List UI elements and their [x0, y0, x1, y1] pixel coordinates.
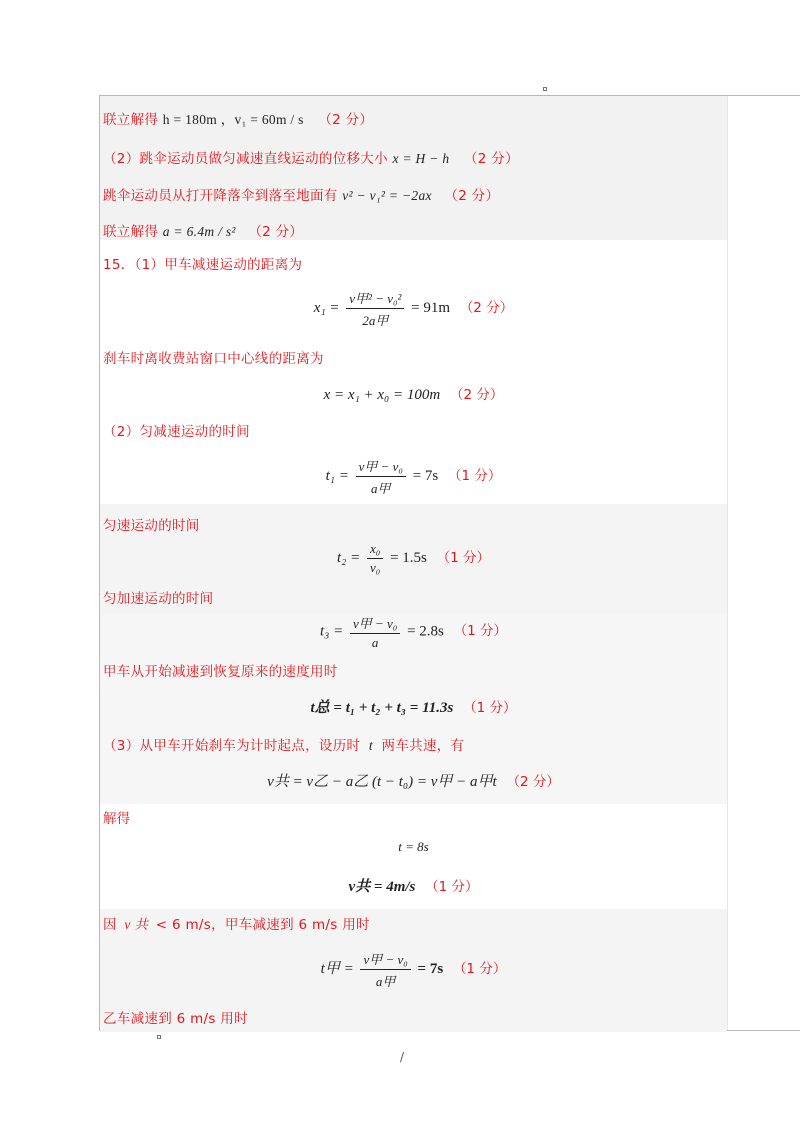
corner-mark-top — [543, 87, 547, 91]
eq1-rhs: = 91m — [411, 299, 451, 316]
eq7-score: （2 分） — [506, 774, 560, 790]
eq10-numerator: v甲 − v₀ — [360, 949, 410, 970]
answer-table-frame — [99, 95, 800, 1031]
solution-line-6 — [103, 347, 324, 367]
eq2-body: x = x₁ + x₀ = 100m — [323, 387, 441, 403]
solution-line-9 — [103, 587, 213, 607]
solution-line-2 — [103, 147, 519, 167]
line-4-text: 联立解得 — [103, 224, 159, 240]
line-6-text: 刹车时离收费站窗口中心线的距离为 — [103, 351, 324, 367]
eq1-fraction — [346, 288, 404, 329]
eq5-fraction — [350, 613, 400, 651]
equation-1 — [100, 288, 727, 329]
eq10-lhs: t甲 = — [320, 960, 354, 977]
line-7-text: （2）匀减速运动的时间 — [103, 424, 250, 440]
eq4-numerator: x₀ — [367, 541, 383, 559]
solution-line-1 — [103, 108, 373, 128]
eq10-fraction — [360, 949, 410, 990]
solution-line-4 — [103, 220, 303, 240]
line-13-tail: < 6 m/s，甲车减速到 6 m/s 用时 — [155, 917, 370, 933]
solution-line-13 — [103, 913, 370, 933]
solution-line-5 — [103, 253, 302, 273]
line-10-text: 甲车从开始减速到恢复原来的速度用时 — [103, 664, 338, 680]
equation-6 — [100, 696, 727, 717]
solution-line-12 — [103, 807, 131, 827]
eq6-body: t总 = t₁ + t₂ + t₃ = 11.3s — [310, 700, 454, 716]
eq7-body: v共 = v乙 − a乙 (t − t₀) = v甲 − a甲t — [267, 774, 497, 790]
eq4-rhs: = 1.5s — [390, 549, 427, 566]
line-9-text: 匀加速运动的时间 — [103, 591, 214, 607]
eq4-fraction — [367, 541, 383, 576]
line-12-text: 解得 — [103, 811, 131, 827]
solution-line-7 — [103, 420, 250, 440]
eq10-denominator: a甲 — [375, 974, 396, 989]
line-14-text: 乙车减速到 6 m/s 用时 — [103, 1011, 248, 1027]
eq1-score: （2 分） — [459, 299, 514, 316]
equation-8 — [100, 839, 727, 856]
line-2-text: （2）跳伞运动员做匀减速直线运动的位移大小 — [103, 151, 388, 167]
line-3-score: （2 分） — [444, 188, 500, 204]
line-13-math: v 共 — [124, 917, 149, 932]
line-4-math: a = 6.4m / s² — [162, 224, 236, 239]
eq3-score: （1 分） — [448, 467, 502, 484]
right-column — [727, 96, 800, 1030]
eq4-denominator: v₀ — [370, 560, 381, 575]
line-11-math: t — [368, 738, 373, 753]
eq8-body: t = 8s — [398, 839, 429, 854]
eq3-denominator: a甲 — [371, 481, 391, 496]
line-1-score: （2 分） — [318, 112, 374, 128]
solution-line-11 — [103, 734, 464, 754]
solution-line-8 — [103, 514, 200, 534]
equation-9 — [100, 875, 727, 896]
solution-line-3 — [103, 184, 499, 204]
line-2-math: x = H − h — [392, 151, 450, 166]
line-13-text: 因 — [103, 917, 117, 933]
eq2-score: （2 分） — [449, 387, 504, 403]
equation-3 — [100, 456, 727, 497]
eq6-score: （1 分） — [463, 700, 517, 716]
line-1-math: h = 180m ，v₁ = 60m / s — [162, 112, 304, 127]
solution-line-10 — [103, 660, 338, 680]
equation-10 — [100, 949, 727, 990]
line-5-text: 15．（1）甲车减速运动的距离为 — [103, 257, 303, 273]
eq10-score: （1 分） — [452, 960, 507, 977]
equation-4 — [100, 541, 727, 576]
line-3-math: v² − v₁² = −2ax — [342, 188, 432, 203]
eq5-numerator: v甲 − v₀ — [350, 613, 400, 634]
line-3-text: 跳伞运动员从打开降落伞到落至地面有 — [103, 188, 338, 204]
eq5-rhs: = 2.8s — [407, 623, 444, 640]
equation-7 — [100, 770, 727, 791]
eq5-score: （1 分） — [453, 623, 508, 640]
page-mark: / — [400, 1050, 405, 1064]
line-11-tail: 两车共速，有 — [381, 738, 465, 754]
solution-line-14 — [103, 1007, 248, 1027]
eq5-lhs: t₃ = — [319, 623, 344, 640]
eq9-score: （1 分） — [425, 879, 479, 895]
eq9-body: v共 = 4m/s — [348, 879, 416, 895]
line-11-text: （3）从甲车开始刹车为计时起点，设历时 — [103, 738, 361, 754]
eq1-numerator: v甲² − v₀² — [346, 288, 404, 309]
eq4-lhs: t₂ = — [337, 549, 361, 566]
equation-5 — [100, 613, 727, 651]
line-4-score: （2 分） — [248, 224, 304, 240]
eq4-score: （1 分） — [436, 549, 490, 566]
eq3-numerator: v甲 − v₀ — [356, 456, 406, 477]
line-8-text: 匀速运动的时间 — [103, 518, 200, 534]
eq5-denominator: a — [371, 635, 379, 650]
eq1-lhs: x₁ = — [313, 299, 340, 316]
eq3-fraction — [356, 456, 406, 497]
equation-2 — [100, 383, 727, 404]
corner-mark-bottom — [157, 1035, 161, 1039]
eq3-lhs: t₁ = — [325, 467, 349, 484]
eq1-denominator: 2a甲 — [362, 313, 389, 328]
eq10-rhs: = 7s — [417, 960, 444, 977]
line-2-score: （2 分） — [464, 151, 519, 167]
line-1-text: 联立解得 — [103, 112, 159, 128]
eq3-rhs: = 7s — [412, 467, 439, 484]
